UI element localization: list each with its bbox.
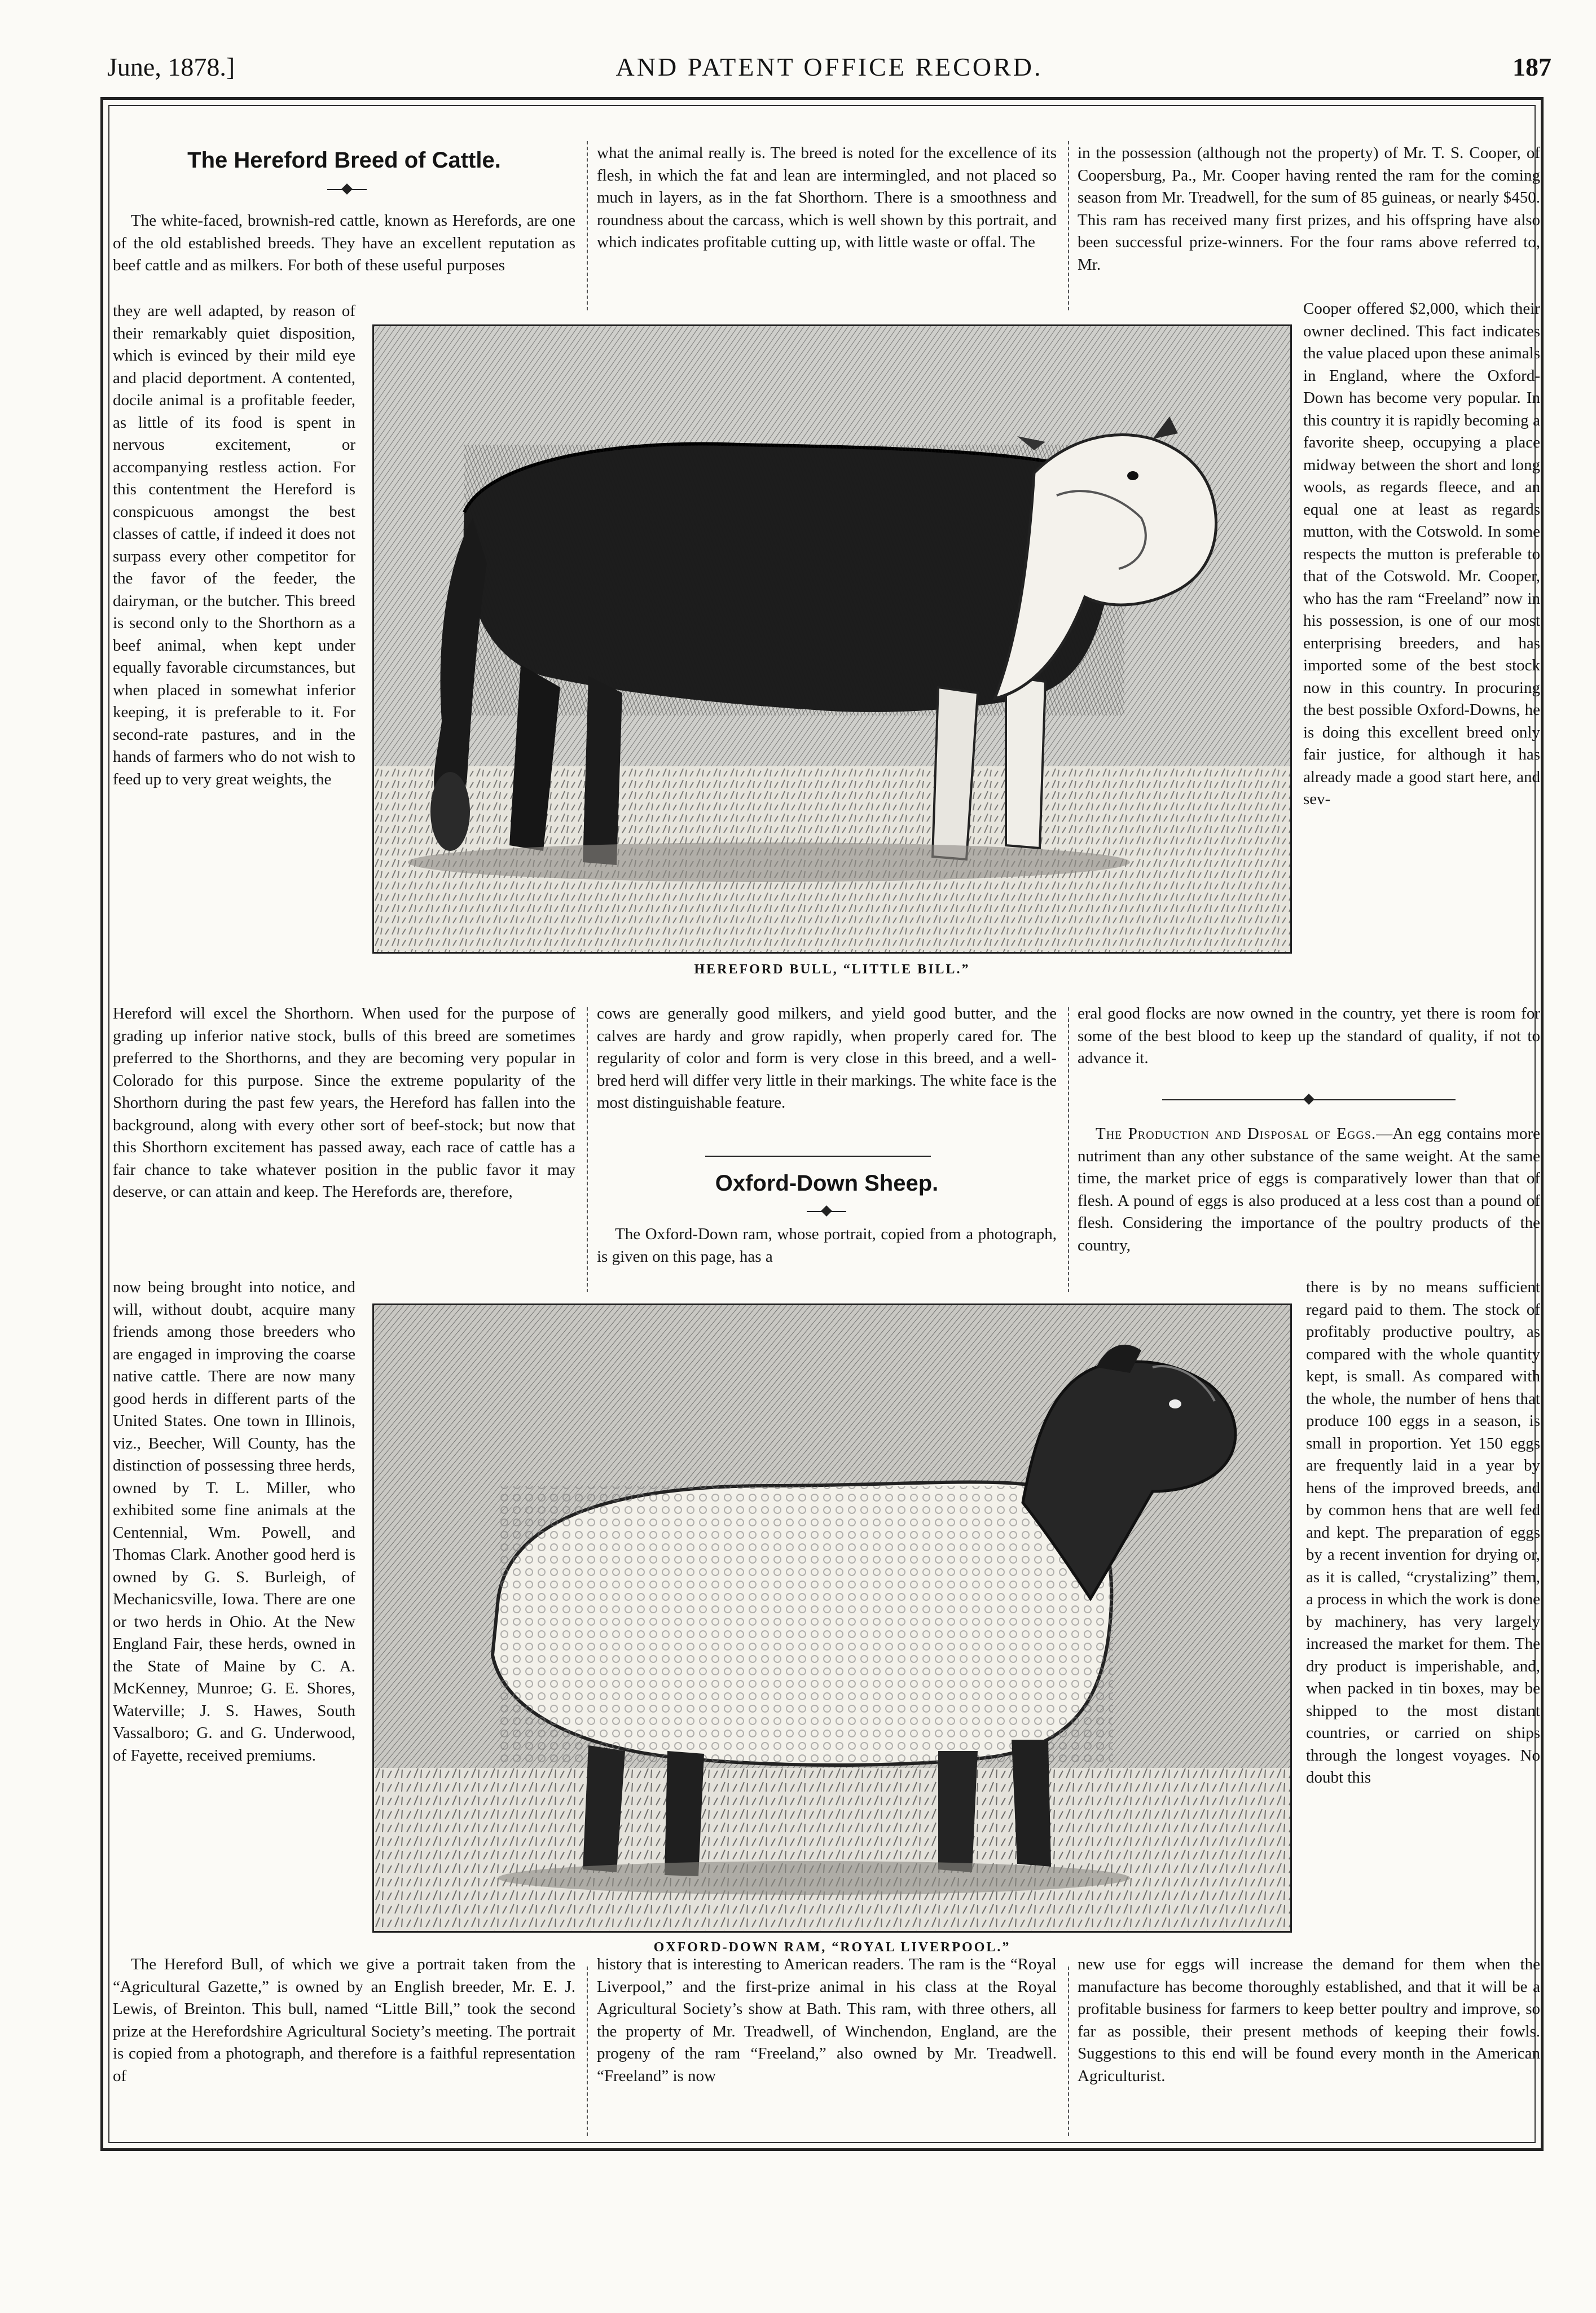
eggs-title: The Production and Disposal of Eggs. bbox=[1096, 1125, 1377, 1143]
oxford-down-ram-engraving bbox=[372, 1303, 1292, 1933]
paragraph: eral good flocks are now owned in the country, yet there is room for some of the best blood to keep up the standard of quality, if not to advance it. bbox=[1078, 1004, 1540, 1067]
paragraph: in the possession (although not the property) of Mr. T. S. Cooper, of Coopersburg, Pa., Mr. Cooper having rented the ram for the coming season from Mr. Treadwell, for the sum of 85 guineas, or nearly $450. This ram has received many first prizes, and his offspring have also been successful prize-winners. For the four rams above referred to, Mr. bbox=[1078, 144, 1540, 274]
column-separator bbox=[1068, 141, 1069, 310]
ram-caption: OXFORD-DOWN RAM, “ROYAL LIVERPOOL.” bbox=[653, 1940, 1011, 1955]
oxford-col3-top bbox=[1078, 142, 1540, 276]
column-separator bbox=[587, 141, 588, 310]
paragraph: new use for eggs will increase the demand for them when the manufacture has become thoroughly established, and that it will be a profitable business for farmers to keep better poultry and improve, so far as possible, their present methods of keeping their fowls. Suggestions to this end will be found every month in the American Agriculturist. bbox=[1078, 1955, 1540, 2085]
column-separator bbox=[1068, 1007, 1069, 1292]
paragraph: history that is interesting to American readers. The ram is the “Royal Liverpool,” and the first-prize animal in his class at the Royal Agricultural Society’s show at Bath. This ram, with three others, all the property of Mr. Treadwell, of Winchendon, England, are the progeny of the ram “Freeland,” also owned by Mr. Treadwell. “Freeland” is now bbox=[597, 1955, 1057, 2085]
paragraph: cows are generally good milkers, and yield good butter, and the calves are hardy and grow rapidly, when properly cared for. The regularity of color and form is very close in this breed, and a well-bred herd will differ very little in their markings. The white face is the most distinguishable feature. bbox=[597, 1004, 1057, 1112]
paragraph: they are well adapted, by reason of their remarkably quiet disposition, which is evinced by their mild eye and placid deportment. A contented, docile animal is a profitable feeder, as little of its food is spent in nervous excitement, or accompanying restless action. For this contentment the Hereford is conspicuous amongst the best classes of cattle, if indeed it does not surpass every other competitor for the favor of the feeder, the dairyman, or the butcher. This breed is second only to the Shorthorn as a beef animal, when kept under equally favorable circumstances, but when placed in somewhat inferior keeping, it is preferable to it. For second-rate pastures, and in the hands of farmers who do not wish to feed up to very great weights, the bbox=[113, 302, 355, 788]
hereford-col1-narrow-b bbox=[113, 1276, 355, 1767]
oxford-col2-bottom bbox=[597, 1954, 1057, 2087]
oxford-col3-narrow bbox=[1303, 298, 1540, 811]
hereford-col1-top bbox=[113, 210, 575, 277]
oxford-col2-mid bbox=[597, 1223, 1057, 1268]
oxford-heading: Oxford-Down Sheep. bbox=[715, 1171, 939, 1196]
publication-title: AND PATENT OFFICE RECORD. bbox=[615, 52, 1043, 81]
hereford-col1-wide bbox=[113, 1003, 575, 1204]
eggs-col3-bottom bbox=[1078, 1954, 1540, 2087]
paragraph: The Oxford-Down ram, whose portrait, copied from a photograph, is given on this page, has a bbox=[597, 1225, 1057, 1266]
paragraph: there is by no means sufficient regard paid to them. The stock of profitably productive poultry, as compared with the whole quantity kept, is small. As compared with the whole, the number of hens that produce 100 eggs in a season, is small in proportion. Yet 150 eggs are frequently laid in a year by hens of the improved breeds, and by common hens that are well fed and kept. The preparation of eggs by a recent invention for drying or, as it is called, “crystalizing” them, a process in which the work is done by machinery, has very largely increased the market for them. The dry product is imperishable, and, when packed in tin boxes, may be shipped to the most distant countries, or carried on ships through the longest voyages. No doubt this bbox=[1306, 1278, 1540, 1787]
paragraph: Hereford will excel the Shorthorn. When used for the purpose of grading up inferior native stock, bulls of this breed are sometimes preferred to the Shorthorns, and they are becoming very popular in Colorado for this purpose. Since the extreme popularity of the Shorthorn during the past few years, the Hereford has fallen into the background, along with every other sort of beef-stock; but now that this Shorthorn excitement has passed away, each race of cattle has a fair chance to take whatever position in the public favor it may deserve, or can attain and keep. The Herefords are, therefore, bbox=[113, 1004, 575, 1201]
paragraph: The Hereford Bull, of which we give a portrait taken from the “Agricultural Gazette,” is owned by an English breeder, Mr. E. J. Lewis, of Breinton. This bull, named “Little Bill,” took the second prize at the Herefordshire Agricultural Society’s meeting. The portrait is copied from a photograph, and therefore is a faithful representation of bbox=[113, 1955, 575, 2085]
column-separator bbox=[587, 1967, 588, 2136]
page-header bbox=[107, 52, 1551, 91]
hereford-bull-engraving bbox=[372, 324, 1292, 954]
issue-date: June, 1878.] bbox=[107, 52, 235, 81]
hereford-col1-narrow-a bbox=[113, 300, 355, 791]
column-separator bbox=[587, 1007, 588, 1292]
bull-caption: HEREFORD BULL, “LITTLE BILL.” bbox=[694, 962, 970, 977]
hereford-col2-mid bbox=[597, 1003, 1057, 1114]
hereford-col1-bottom bbox=[113, 1954, 575, 2087]
section-rule bbox=[705, 1156, 931, 1157]
page-number: 187 bbox=[1513, 52, 1551, 81]
bull-illustration bbox=[374, 326, 1290, 952]
column-separator bbox=[1068, 1967, 1069, 2136]
paragraph: Cooper offered $2,000, which their owner declined. This fact indicates the value placed upon these animals in England, where the Oxford-Down has become very popular. In this country it is rapidly becoming a favorite sheep, occupying a place midway between the short and long wools, as regards fleece, and an equal one at least as regards mutton, with the Cotswold. In some respects the mutton is preferable to that of the Cotswold. Mr. Cooper, who has the ram “Freeland” now in his possession, is one of our most enterprising breeders, and has imported some of the best stock now in this country. In procuring the best possible Oxford-Downs, he is doing this excellent breed only fair justice, for although it has already made a good start here, and sev- bbox=[1303, 300, 1540, 808]
paragraph: The white-faced, brownish-red cattle, known as Herefords, are one of the old established breeds. They have an excellent reputation as beef cattle and as milkers. For both of these useful purposes bbox=[113, 212, 575, 274]
eggs-col3-mid bbox=[1078, 1123, 1540, 1257]
paragraph: now being brought into notice, and will, without doubt, acquire many friends among those breeders who are engaged in improving the coarse native cattle. There are now many good herds in different parts of the United States. One town in Illinois, viz., Beecher, Will County, has the distinction of possessing three herds, owned by T. L. Miller, who exhibited some fine animals at the Centennial, Wm. Powell, and Thomas Clark. Another good herd is owned by G. S. Burleigh, of Mechanicsville, Iowa. There are one or two herds in Ohio. At the New England Fair, these herds, owned in the State of Maine by C. A. McKenney, Munroe; G. E. Shores, Waterville; J. S. Hawes, South Vassalboro; G. and G. Underwood, of Fayette, received premiums. bbox=[113, 1278, 355, 1765]
oxford-col3-wide bbox=[1078, 1003, 1540, 1070]
hereford-col2-top bbox=[597, 142, 1057, 254]
paragraph: —An egg contains more nutriment than any other substance of the same weight. At the same time, the market price of eggs is comparatively lower than that of flesh. A pound of eggs is also produced at a less cost than a pound of flesh. Considering the importance of the poultry products of the country, bbox=[1078, 1125, 1540, 1254]
paragraph: what the animal really is. The breed is noted for the excellence of its flesh, in which the fat and lean are intermingled, and not placed so much in layers, as in the fat Shorthorn. There is a smoothness and roundness about the carcass, which is well shown by this portrait, and which indicates profitable cutting up, with little waste or offal. The bbox=[597, 144, 1057, 251]
ram-illustration bbox=[374, 1305, 1290, 1931]
hereford-heading: The Hereford Breed of Cattle. bbox=[187, 148, 501, 173]
eggs-col3-narrow bbox=[1306, 1276, 1540, 1789]
